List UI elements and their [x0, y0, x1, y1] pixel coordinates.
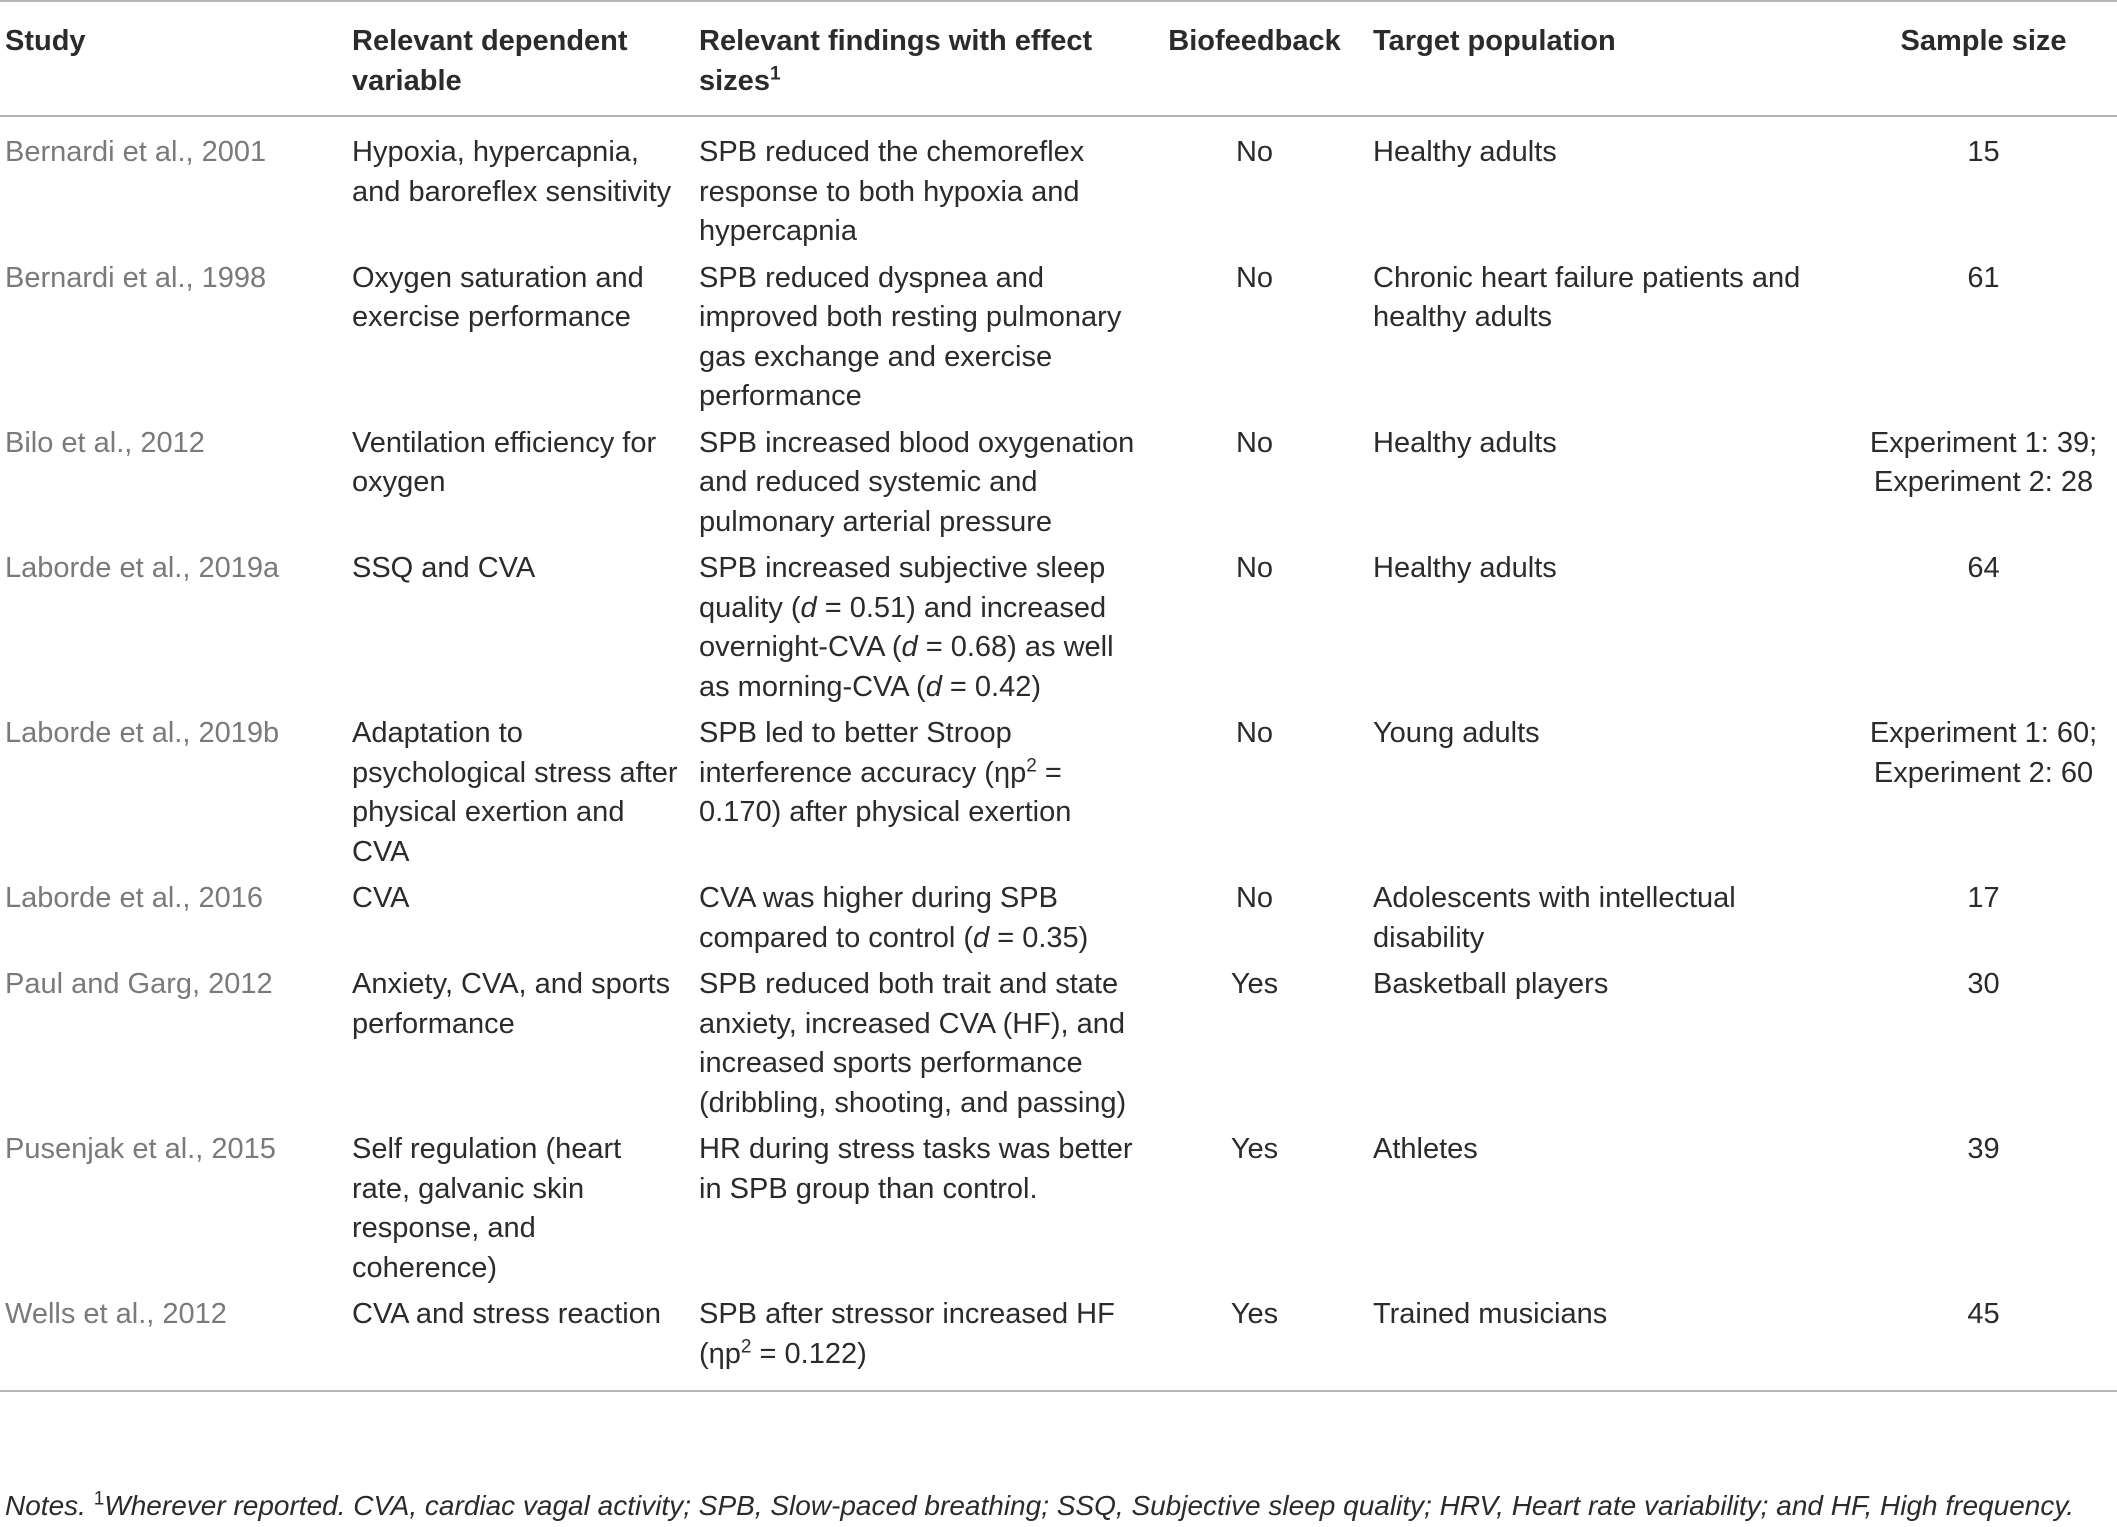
cell-study: Bernardi et al., 1998: [5, 261, 267, 294]
cell-dependent-variable: Ventilation efficiency for oxygen: [352, 426, 657, 498]
cell-target-population: Adolescents with intellectual disability: [1373, 882, 1736, 954]
table-notes: [5, 1488, 2074, 1524]
sample-size-line: Experiment 2: 28: [1873, 466, 2094, 498]
findings-text: = 0.170) after physical exertion: [699, 756, 1072, 828]
effect-size-symbol: d: [800, 591, 817, 624]
table-row: [0, 1291, 2117, 1391]
cell-findings: [694, 875, 1144, 961]
table-row: [0, 116, 2117, 255]
footnote-marker: 1: [769, 62, 781, 84]
cell-study: Bilo et al., 2012: [5, 426, 205, 459]
header-target-population: Target population: [1373, 25, 1616, 57]
sample-size-line: Experiment 1: 60;: [1869, 717, 2098, 749]
sample-size-line: Experiment 2: 60: [1873, 756, 2094, 789]
findings-text: = 0.51) and increased overnight-CVA (: [699, 591, 1107, 663]
cell-biofeedback: No: [1235, 426, 1274, 459]
cell-study: Pusenjak et al., 2015: [5, 1133, 276, 1165]
header-findings-label: Relevant findings with effect sizes: [699, 25, 1093, 97]
cell-study: Bernardi et al., 2001: [5, 136, 267, 168]
cell-target-population: Healthy adults: [1373, 136, 1557, 168]
cell-dependent-variable: CVA: [352, 882, 410, 914]
cell-biofeedback: No: [1235, 717, 1274, 749]
cell-target-population: Healthy adults: [1373, 552, 1557, 584]
table-row: [0, 961, 2117, 1126]
header-dependent-variable: Relevant dependent variable: [352, 25, 628, 97]
notes-footnote-marker: 1: [93, 1488, 105, 1510]
cell-biofeedback: No: [1235, 261, 1274, 294]
cell-dependent-variable: Anxiety, CVA, and sports performance: [352, 968, 671, 1040]
cell-sample-size: 39: [1967, 1133, 2000, 1165]
cell-findings: SPB reduced both trait and state anxiety, increased CVA (HF), and increased sports performance (dribbling, shooting, and passing): [699, 968, 1127, 1119]
cell-study: Paul and Garg, 2012: [5, 968, 273, 1000]
cell-dependent-variable: Hypoxia, hypercapnia, and baroreflex sensitivity: [352, 136, 672, 208]
findings-text: SPB after stressor increased HF (ηp: [699, 1298, 1115, 1370]
cell-findings: SPB reduced the chemoreflex response to both hypoxia and hypercapnia: [699, 136, 1085, 247]
table-row: [0, 545, 2117, 710]
cell-findings: [694, 545, 1144, 710]
cell-target-population: Chronic heart failure patients and healthy adults: [1373, 261, 1801, 333]
cell-biofeedback: No: [1235, 882, 1274, 914]
findings-text: = 0.122): [751, 1337, 867, 1370]
effect-size-symbol: d: [925, 670, 942, 703]
findings-text: = 0.68) as well as morning-CVA (: [699, 631, 1114, 703]
cell-sample-size: 61: [1967, 261, 2000, 294]
cell-dependent-variable: Oxygen saturation and exercise performance: [352, 261, 644, 333]
cell-target-population: Athletes: [1373, 1133, 1478, 1165]
notes-text: Wherever reported. CVA, cardiac vagal activity; SPB, Slow-paced breathing; SSQ, Subjective sleep quality; HRV, Heart rate variability; and HF, High frequency.: [104, 1490, 2075, 1521]
cell-sample-size: [1853, 710, 2117, 875]
table-row: [0, 255, 2117, 420]
header-findings: [694, 1, 1144, 116]
header-study: Study: [5, 25, 86, 57]
superscript: 2: [740, 1335, 752, 1357]
cell-findings: [694, 710, 1144, 875]
notes-label: Notes.: [5, 1490, 86, 1521]
cell-biofeedback: Yes: [1230, 968, 1279, 1000]
cell-dependent-variable: SSQ and CVA: [352, 552, 536, 584]
superscript: 2: [1026, 754, 1037, 776]
header-biofeedback: Biofeedback: [1168, 25, 1341, 57]
cell-biofeedback: Yes: [1230, 1298, 1279, 1330]
cell-findings: SPB reduced dyspnea and improved both resting pulmonary gas exchange and exercise performance: [699, 261, 1122, 412]
cell-target-population: Healthy adults: [1373, 426, 1557, 459]
cell-findings: HR during stress tasks was better in SPB group than control.: [699, 1133, 1133, 1205]
findings-text: = 0.42): [941, 670, 1042, 703]
cell-dependent-variable: Self regulation (heart rate, galvanic skin response, and coherence): [352, 1133, 622, 1284]
cell-dependent-variable: Adaptation to psychological stress after physical exertion and CVA: [352, 717, 678, 868]
findings-text: SPB led to better Stroop interference accuracy (ηp: [699, 717, 1027, 789]
cell-dependent-variable: CVA and stress reaction: [352, 1298, 661, 1330]
cell-sample-size: [1853, 420, 2117, 546]
cell-study: Wells et al., 2012: [5, 1298, 227, 1330]
cell-sample-size: 64: [1967, 552, 2000, 584]
cell-biofeedback: No: [1235, 136, 1274, 168]
cell-target-population: Basketball players: [1373, 968, 1609, 1000]
cell-sample-size: 15: [1967, 136, 2000, 168]
table-row: [0, 1126, 2117, 1291]
cell-target-population: Trained musicians: [1373, 1298, 1608, 1330]
findings-text: SPB increased subjective sleep quality (: [699, 552, 1106, 624]
findings-text: = 0.35): [989, 921, 1089, 954]
table-row: [0, 710, 2117, 875]
cell-target-population: Young adults: [1373, 717, 1540, 749]
table-body: [0, 116, 2117, 1391]
sample-size-line: Experiment 1: 39;: [1869, 426, 2098, 459]
cell-sample-size: 45: [1967, 1298, 2000, 1330]
effect-size-symbol: d: [973, 921, 990, 954]
cell-study: Laborde et al., 2016: [5, 882, 263, 914]
effect-size-symbol: d: [901, 631, 918, 663]
cell-sample-size: 30: [1967, 968, 2000, 1000]
cell-findings: SPB increased blood oxygenation and reduced systemic and pulmonary arterial pressure: [699, 426, 1135, 538]
table-header: [0, 1, 2117, 116]
cell-study: Laborde et al., 2019b: [5, 717, 280, 749]
table-row: [0, 875, 2117, 961]
cell-study: Laborde et al., 2019a: [5, 552, 280, 584]
header-sample-size: Sample size: [1900, 25, 2067, 57]
table-row: [0, 420, 2117, 546]
cell-findings: [694, 1291, 1144, 1391]
findings-text: CVA was higher during SPB compared to control (: [699, 882, 1058, 954]
header-row: [0, 1, 2117, 116]
cell-biofeedback: Yes: [1230, 1133, 1279, 1165]
cell-sample-size: 17: [1967, 882, 2000, 914]
cell-biofeedback: No: [1235, 552, 1274, 584]
